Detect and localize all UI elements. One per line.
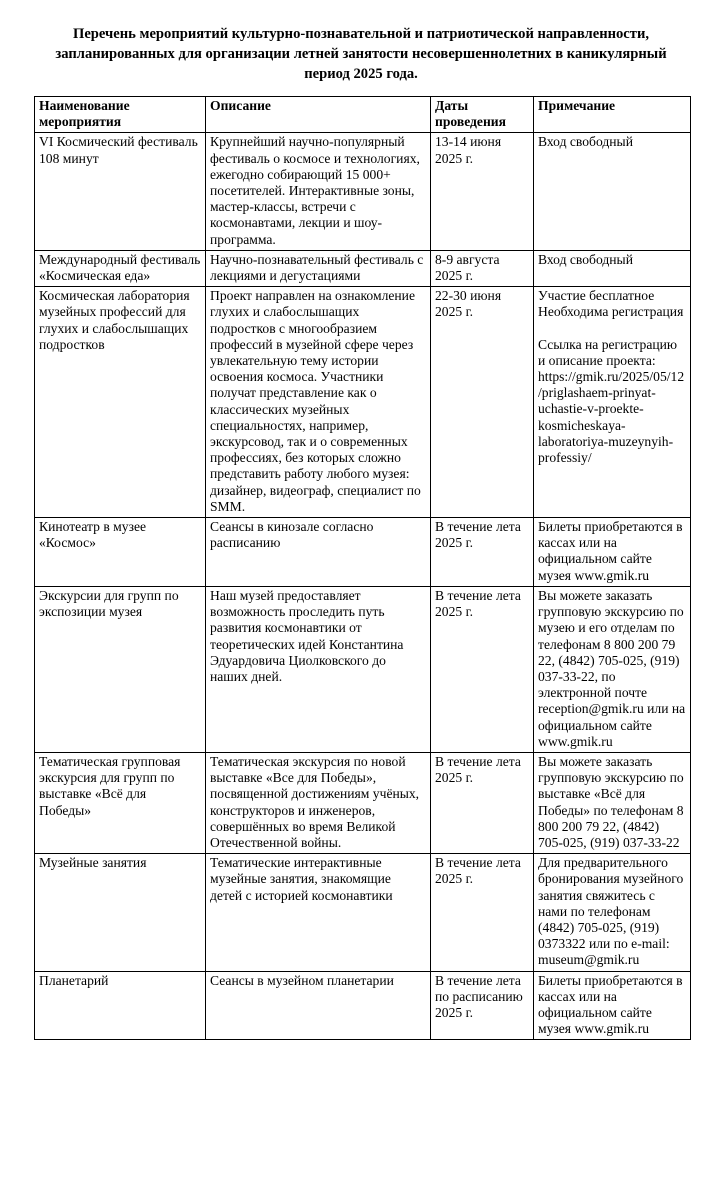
title-line-2: запланированных для организации летней занятости несовершеннолетних в каникулярный: [55, 46, 667, 62]
cell-name: VI Космический фестиваль 108 минут: [35, 133, 206, 250]
note-registration: Участие бесплатное Необходима регистрация: [538, 288, 684, 320]
title-line-1: Перечень мероприятий культурно-познавательной и патриотической направленности,: [72, 26, 650, 42]
events-table: [34, 96, 691, 1040]
cell-note: Вход свободный: [534, 133, 691, 250]
cell-description: Научно-познавательный фестиваль с лекциями и дегустациями: [206, 250, 431, 286]
cell-name: Экскурсии для групп по экспозиции музея: [35, 586, 206, 752]
cell-note: [534, 287, 691, 518]
table-row: [35, 133, 691, 250]
cell-description: Крупнейший научно-популярный фестиваль о космосе и технологиях, ежегодно собирающий 15 000+ посетителей. Интерактивные зоны, мастер-классы, встречи с космонавтами, лекции и шоу-программа.: [206, 133, 431, 250]
cell-description: Тематическая экскурсия по новой выставке «Все для Победы», посвященной достижениям учёных, конструкторов и инженеров, совершённых во время Великой Отечественной войны.: [206, 752, 431, 853]
cell-dates: В течение лета 2025 г.: [431, 854, 534, 971]
cell-dates: В течение лета 2025 г.: [431, 752, 534, 853]
table-row: [35, 586, 691, 752]
cell-name: Международный фестиваль «Космическая еда»: [35, 250, 206, 286]
cell-description: Сеансы в музейном планетарии: [206, 971, 431, 1040]
header-dates: Даты проведения: [431, 97, 534, 133]
header-note: Примечание: [534, 97, 691, 133]
cell-description: Тематические интерактивные музейные занятия, знакомящие детей с историей космонавтики: [206, 854, 431, 971]
title-line-3: период 2025 года.: [304, 66, 418, 82]
cell-note: Вход свободный: [534, 250, 691, 286]
cell-note: Билеты приобретаются в кассах или на официальном сайте музея www.gmik.ru: [534, 971, 691, 1040]
table-row: [35, 518, 691, 587]
registration-link-text[interactable]: Ссылка на регистрацию и описание проекта: https://gmik.ru/2025/05/12/priglashaem-prinyat-uchastie-v-proekte-kosmicheskaya-laboratoriya-muzeynyih-professiy/: [538, 336, 685, 466]
cell-dates: В течение лета 2025 г.: [431, 586, 534, 752]
table-row: [35, 854, 691, 971]
cell-note: Вы можете заказать групповую экскурсию по музею и его отделам по телефонам 8 800 200 79 22, (4842) 705-025, (919) 037-33-22, по электронной почте reception@gmik.ru или на официальном сайте www.gmik.ru: [534, 586, 691, 752]
cell-dates: 13-14 июня 2025 г.: [431, 133, 534, 250]
cell-description: Сеансы в кинозале согласно расписанию: [206, 518, 431, 587]
table-row: [35, 752, 691, 853]
cell-name: Космическая лаборатория музейных профессий для глухих и слабослышащих подростков: [35, 287, 206, 518]
cell-name: Музейные занятия: [35, 854, 206, 971]
document-title: [30, 24, 692, 84]
cell-note: Вы можете заказать групповую экскурсию по выставке «Всё для Победы» по телефонам 8 800 200 79 22, (4842) 705-025, (919) 037-33-22: [534, 752, 691, 853]
cell-note: Для предварительного бронирования музейного занятия свяжитесь с нами по телефонам (4842) 705-025, (919) 0373322 или по e-mail: museum@gmik.ru: [534, 854, 691, 971]
cell-name: Планетарий: [35, 971, 206, 1040]
header-description: Описание: [206, 97, 431, 133]
table-header-row: [35, 97, 691, 133]
note-spacer: [538, 321, 686, 337]
cell-dates: 8-9 августа 2025 г.: [431, 250, 534, 286]
cell-dates: 22-30 июня 2025 г.: [431, 287, 534, 518]
cell-description: Наш музей предоставляет возможность проследить путь развития космонавтики от теоретических идей Константина Эдуардовича Циолковского до наших дней.: [206, 586, 431, 752]
cell-note: Билеты приобретаются в кассах или на официальном сайте музея www.gmik.ru: [534, 518, 691, 587]
table-row: [35, 971, 691, 1040]
cell-name: Тематическая групповая экскурсия для групп по выставке «Всё для Победы»: [35, 752, 206, 853]
table-row: [35, 287, 691, 518]
cell-dates: В течение лета по расписанию 2025 г.: [431, 971, 534, 1040]
header-name: Наименование мероприятия: [35, 97, 206, 133]
cell-description: Проект направлен на ознакомление глухих и слабослышащих подростков с многообразием профессий в музейной сфере через увлекательную тему истории освоения космоса. Участники получат представление как о классических музейных специальностях, например, экскурсовод, так и о современных профессиях, без которых сложно представить работу любого музея: дизайнер, видеограф, специалист по SMM.: [206, 287, 431, 518]
cell-name: Кинотеатр в музее «Космос»: [35, 518, 206, 587]
cell-dates: В течение лета 2025 г.: [431, 518, 534, 587]
table-row: [35, 250, 691, 286]
